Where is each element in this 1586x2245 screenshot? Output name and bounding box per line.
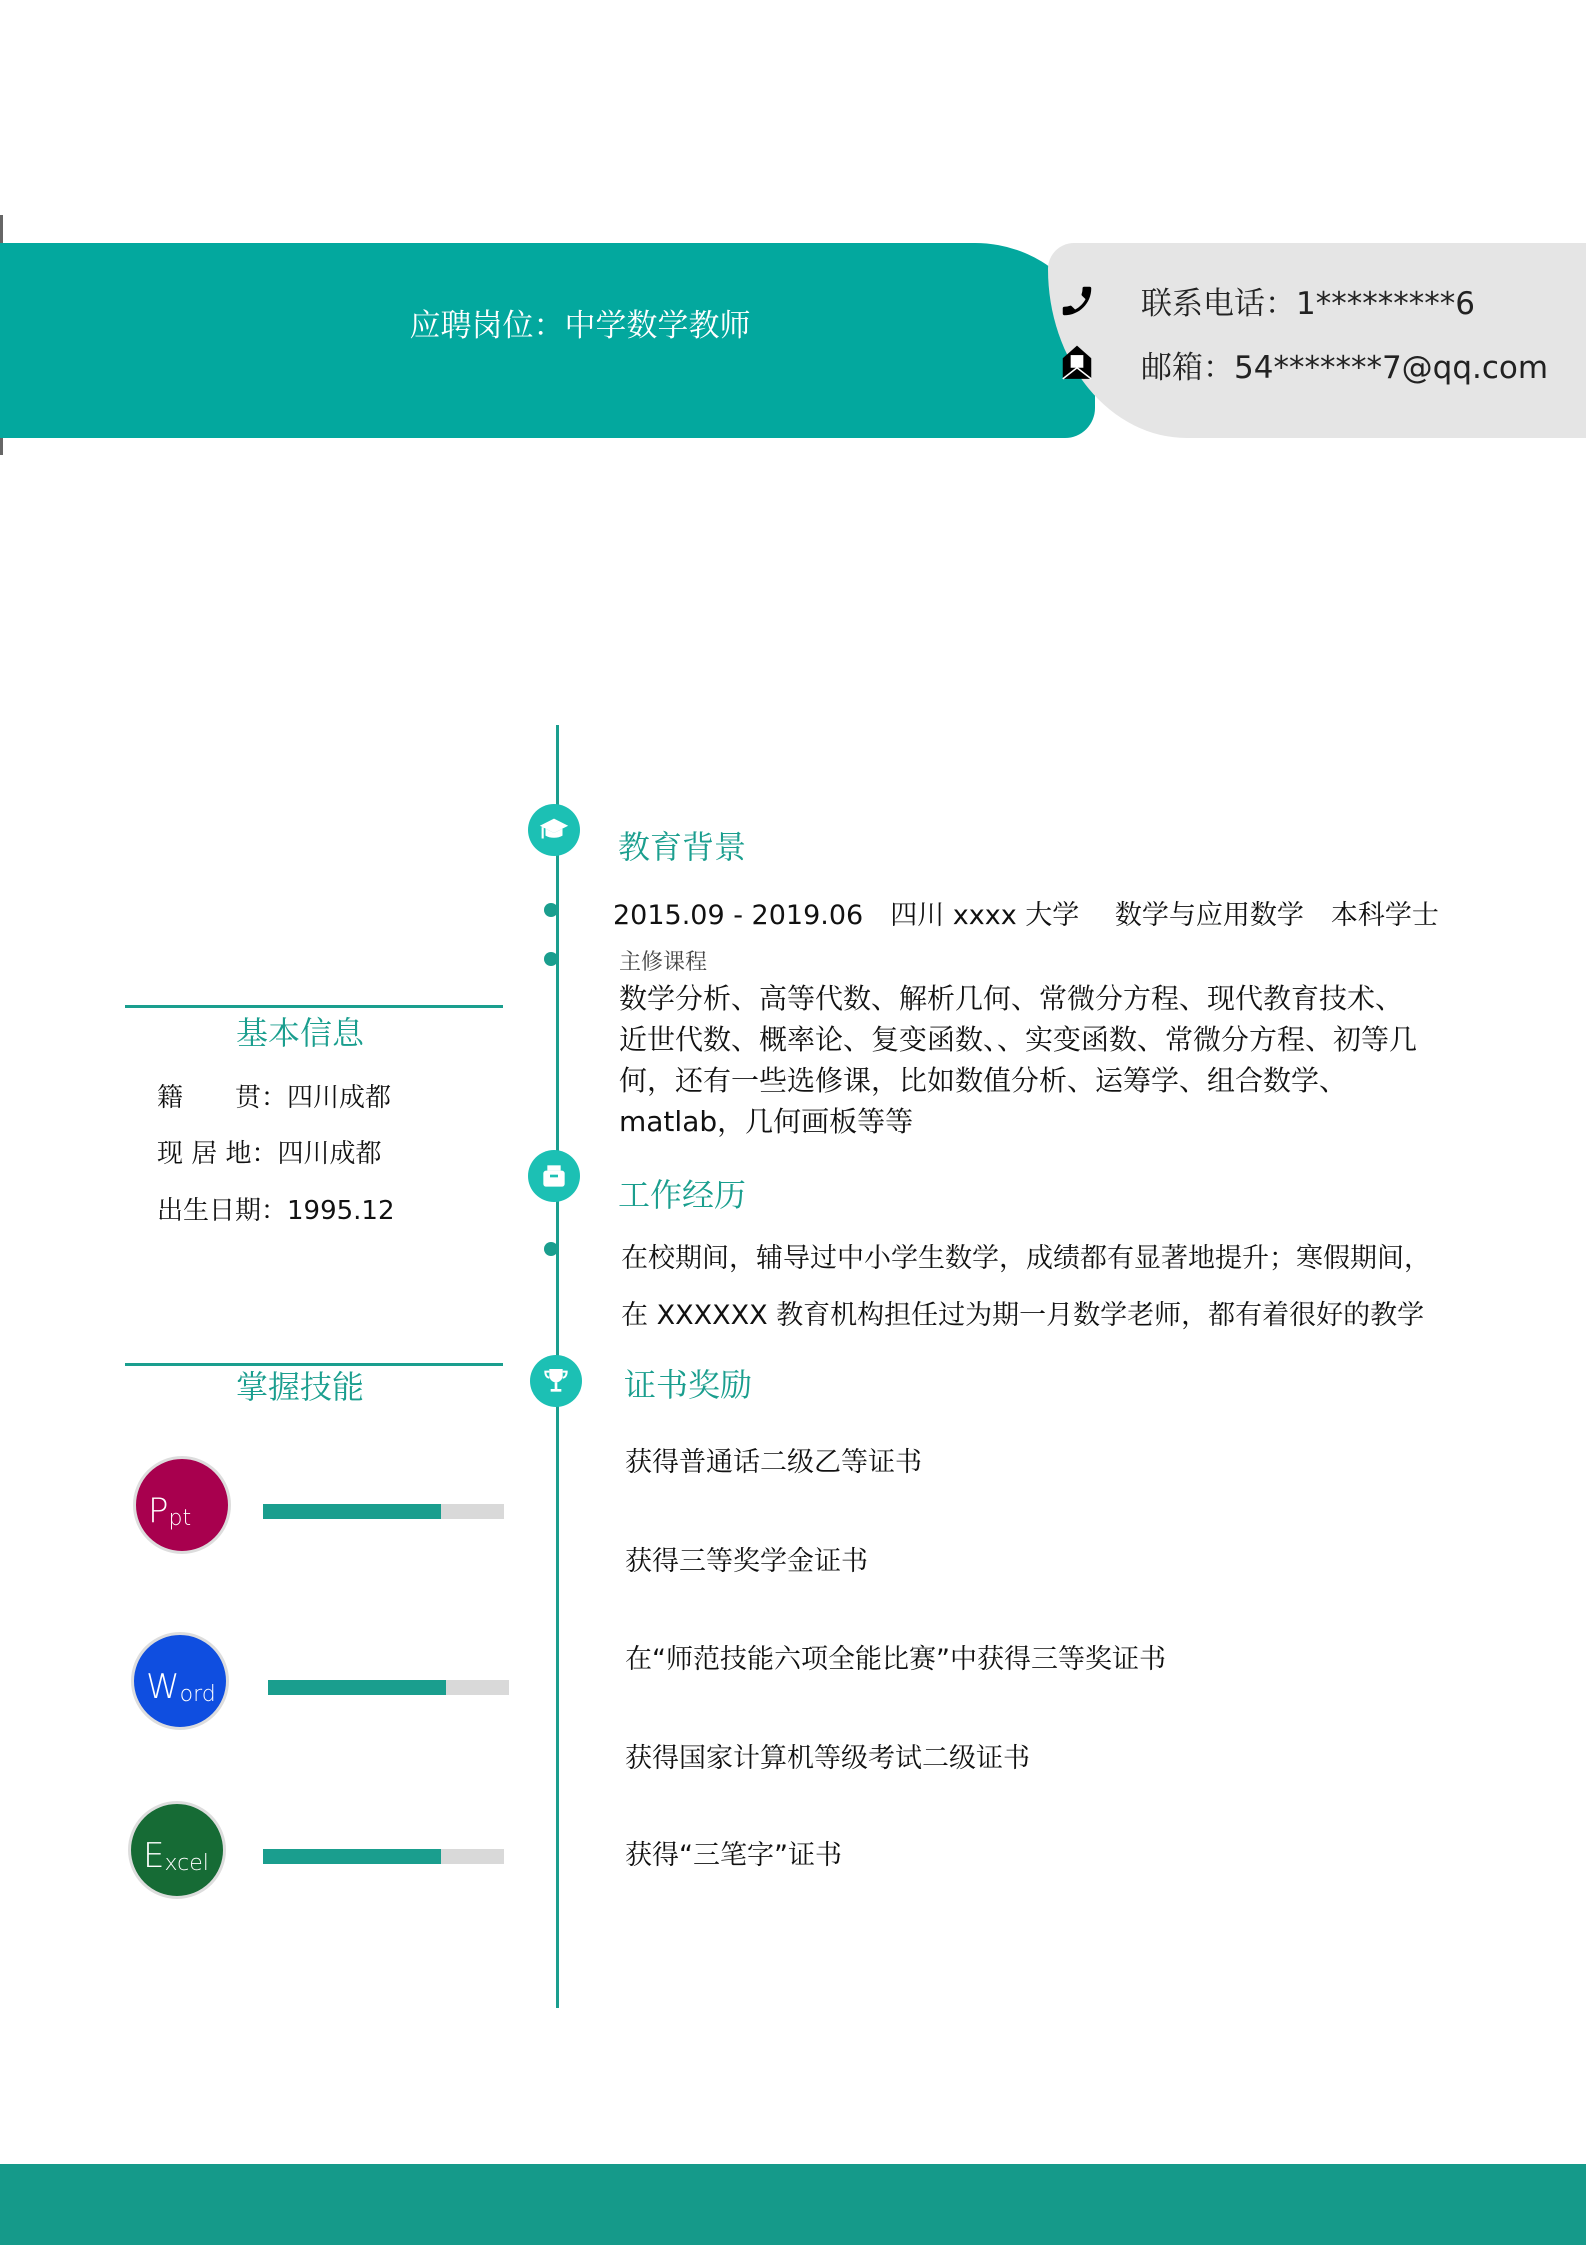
info-hometown: 籍 贯：四川成都 [157,1083,392,1113]
courses-text: 数学分析、高等代数、解析几何、常微分方程、现代教育技术、近世代数、概率论、复变函数、、实变函数、常微分方程、初等几何，还有一些选修课，比如数值分析、运筹学、组合数学、matlab，几何画板等等 [619,982,1418,1138]
job-title: 应聘岗位：中学数学教师 [409,308,751,344]
skill-rest: xcel [164,1851,209,1876]
basic-info-heading: 基本信息 [235,1014,364,1052]
bullet-dot [544,903,558,917]
skill-badge [131,1632,229,1730]
work-line: 在 XXXXXX 教育机构担任过为期一月数学老师，都有着很好的教学 [621,1300,1425,1331]
skill-initial: W [146,1667,180,1707]
certs-heading: 证书奖励 [624,1366,753,1404]
envelope-icon [1058,344,1096,382]
cert-item: 获得国家计算机等级考试二级证书 [625,1743,1030,1774]
trophy-icon [530,1355,582,1407]
education-heading: 教育背景 [618,828,747,866]
skill-level-fill [263,1504,441,1519]
briefcase-icon [528,1150,580,1202]
skill-level-fill [268,1680,446,1695]
cert-item: 获得“三笔字”证书 [625,1840,842,1871]
skill-rest: ord [179,1682,216,1707]
info-birthdate: 出生日期：1995.12 [157,1196,395,1226]
skill-initial: P [148,1491,169,1531]
education-entry: 2015.09 - 2019.06 四川 xxxx 大学 数学与应用数学 本科学士 [613,900,1439,931]
graduation-cap-icon [528,804,580,856]
skill-level-bar [263,1504,504,1519]
phone-text: 联系电话：1*********6 [1141,286,1475,322]
skill-badge [133,1456,231,1554]
email-text: 邮箱：54*******7@qq.com [1141,350,1549,386]
cert-item: 获得普通话二级乙等证书 [625,1447,922,1478]
courses-label: 主修课程 [619,950,708,975]
skill-badge [128,1801,226,1899]
cert-item: 在“师范技能六项全能比赛”中获得三等奖证书 [625,1644,1166,1675]
skill-level-fill [263,1849,441,1864]
skills-heading: 掌握技能 [235,1368,364,1406]
skill-level-bar [268,1680,509,1695]
cert-item: 获得三等奖学金证书 [625,1546,868,1577]
skill-rest: pt [168,1506,192,1531]
info-residence: 现 居 地：四川成都 [157,1139,382,1169]
work-heading: 工作经历 [618,1176,747,1214]
contact-panel [1048,243,1586,438]
bullet-dot [544,952,558,966]
skill-level-bar [263,1849,504,1864]
work-line: 在校期间，辅导过中小学生数学，成绩都有显著地提升；寒假期间， [621,1243,1431,1274]
bullet-dot [544,1242,558,1256]
skill-initial: E [143,1836,165,1876]
footer-band [0,2164,1586,2245]
phone-icon [1058,282,1096,320]
